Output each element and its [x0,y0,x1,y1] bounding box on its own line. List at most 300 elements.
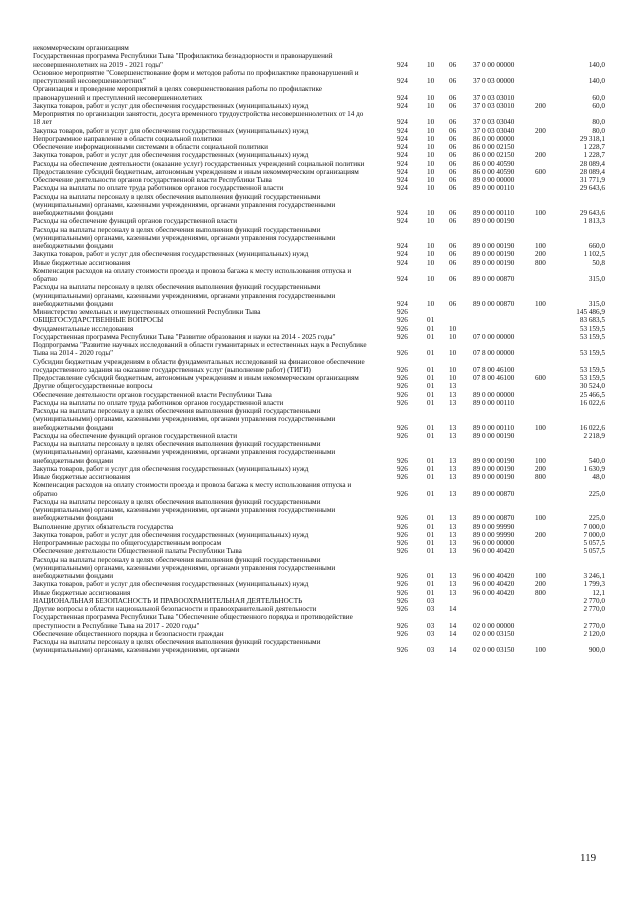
target-article-code: 89 0 00 00870 [473,299,515,308]
row-name: Закупка товаров, работ и услуг для обеспечения государственных (муниципальных) нужд [33,464,309,473]
row-name: Обеспечение деятельности органов государственной власти Республики Тыва [33,390,272,399]
department-code: 926 [397,456,408,465]
amount: 80,0 [592,118,605,127]
subsection-code: 06 [449,258,457,267]
expense-type-code: 100 [535,646,546,655]
table-row [33,52,613,69]
row-name: Государственная программа Республики Тыва "Профилактика безнадзорности и правонарушений несовершеннолетних на 2019 - 2021 годы" [33,52,333,69]
department-code: 926 [397,464,408,473]
section-code: 10 [427,217,435,226]
amount: 80,0 [592,126,605,135]
department-code: 926 [397,572,408,580]
row-name: Другие общегосударственные вопросы [33,382,153,391]
expense-type-code: 800 [535,588,546,597]
section-code: 01 [427,539,435,547]
amount: 145 486,9 [576,308,605,316]
subsection-code: 06 [449,299,457,308]
amount: 31 771,9 [579,176,605,184]
amount: 60,0 [592,93,605,102]
expense-type-code: 200 [535,580,546,589]
subsection-code: 06 [449,93,457,102]
section-code: 10 [427,184,435,193]
amount: 5 057,5 [583,539,605,547]
section-code: 01 [427,316,435,325]
row-name: Иные бюджетные ассигнования [33,258,131,267]
amount: 60,0 [592,101,605,110]
section-code: 10 [427,242,435,250]
amount: 29 643,6 [579,209,605,217]
department-code: 926 [397,431,408,440]
table-row [33,391,613,399]
table-row [33,127,613,135]
section-code: 01 [427,390,435,399]
section-code: 10 [427,126,435,135]
target-article-code: 89 0 00 00110 [473,398,515,407]
department-code: 926 [397,473,408,481]
table-row [33,217,613,225]
department-code: 926 [397,398,408,407]
subsection-code: 06 [449,242,457,250]
table-row [33,358,613,375]
subsection-code: 06 [449,60,457,69]
table-row [33,498,613,523]
amount: 16 022,6 [579,398,605,407]
subsection-code: 13 [449,464,457,473]
section-code: 10 [427,258,435,267]
table-row [33,325,613,333]
subsection-code: 06 [449,159,457,168]
expense-type-code: 200 [535,101,546,110]
table-row [33,473,613,481]
section-code: 10 [427,167,435,176]
amount: 7 000,0 [583,522,605,531]
row-name: Обеспечение информационными системами в области социальной политики [33,143,269,151]
table-row [33,226,613,251]
table-row [33,316,613,324]
amount: 2 770,0 [583,621,605,630]
amount: 48,0 [592,473,605,481]
table-row [33,531,613,539]
table-row [33,407,613,432]
department-code: 924 [397,126,408,135]
department-code: 924 [397,275,408,283]
table-row [33,341,613,358]
row-name: Расходы на выплаты персоналу в целях обеспечения выполнения функций государственными (муниципальными) органами, казенными учреждениями, органами управления государственными внебюджетными фондами [33,283,336,308]
subsection-code: 13 [449,522,457,531]
amount: 53 159,5 [579,324,605,333]
department-code: 926 [397,621,408,630]
amount: 1 228,7 [583,143,605,151]
table-row [33,605,613,613]
section-code: 03 [427,646,435,655]
amount: 1 102,5 [583,250,605,259]
subsection-code: 06 [449,151,457,160]
row-name: Субсидии бюджетным учреждениям в области фундаментальных исследований на финансовое обеспечение государственного задания на оказание государственных услуг (выполнение работ) (ТИГИ) [33,357,365,374]
department-code: 924 [397,167,408,176]
department-code: 924 [397,258,408,267]
subsection-code: 13 [449,423,457,432]
section-code: 01 [427,349,435,358]
subsection-code: 13 [449,572,457,580]
row-name: Расходы на обеспечение деятельности (оказание услуг) государственных учреждений социальной политики [33,159,365,168]
table-row [33,630,613,638]
table-row [33,85,613,102]
page-number: 119 [580,852,597,864]
department-code: 926 [397,423,408,432]
department-code: 924 [397,93,408,102]
subsection-code: 14 [449,621,457,630]
section-code: 01 [427,464,435,473]
target-article-code: 37 0 03 03040 [473,126,515,135]
amount: 315,0 [588,299,605,308]
table-row [33,580,613,588]
row-name: Компенсация расходов на оплату стоимости проезда и провоза багажа к месту использования отпуска и обратно [33,266,352,283]
target-article-code: 96 0 00 40420 [473,580,515,589]
table-row [33,597,613,605]
subsection-code: 06 [449,126,457,135]
target-article-code: 86 0 00 00000 [473,134,515,143]
row-name: Расходы на выплаты по оплате труда работников органов государственной власти [33,398,284,407]
expense-type-code: 800 [535,258,546,267]
expense-type-code: 100 [535,456,546,465]
table-row [33,143,613,151]
section-code: 01 [427,332,435,341]
amount: 900,0 [588,646,605,655]
amount: 12,1 [592,588,605,597]
amount: 25 466,5 [579,390,605,399]
row-name: Расходы на обеспечение функций органов государственной власти [33,431,238,440]
subsection-code: 06 [449,176,457,184]
department-code: 926 [397,365,408,374]
table-row [33,308,613,316]
row-name: Обеспечение деятельности органов государственной власти Республики Тыва [33,176,272,184]
department-code: 926 [397,489,408,498]
department-code: 924 [397,299,408,308]
expense-type-code: 200 [535,464,546,473]
amount: 225,0 [588,514,605,523]
subsection-code: 10 [449,324,457,333]
amount: 2 218,9 [583,431,605,440]
amount: 29 643,6 [579,184,605,193]
target-article-code: 96 0 00 40420 [473,572,515,580]
subsection-code: 06 [449,143,457,151]
amount: 53 159,5 [579,332,605,341]
target-article-code: 37 0 03 03040 [473,118,515,127]
amount: 83 683,5 [579,316,605,325]
subsection-code: 13 [449,398,457,407]
target-article-code: 86 0 00 02150 [473,151,515,160]
subsection-code: 10 [449,332,457,341]
department-code: 926 [397,332,408,341]
table-row [33,539,613,547]
section-code: 10 [427,143,435,151]
amount: 660,0 [588,242,605,250]
row-name: Государственная программа Республики Тыва "Обеспечение общественного порядка и противодействие преступности в Республике Тыва на 2017 - 2020 годы" [33,613,353,630]
table-row [33,399,613,407]
subsection-code: 13 [449,514,457,523]
section-code: 10 [427,118,435,127]
amount: 140,0 [588,60,605,69]
subsection-code: 13 [449,382,457,391]
table-row [33,382,613,390]
table-row [33,110,613,127]
subsection-code: 06 [449,209,457,217]
section-code: 01 [427,423,435,432]
row-name: Закупка товаров, работ и услуг для обеспечения государственных (муниципальных) нужд [33,126,309,135]
table-row [33,440,613,465]
department-code: 924 [397,217,408,226]
department-code: 924 [397,209,408,217]
section-code: 10 [427,299,435,308]
subsection-code: 10 [449,349,457,358]
department-code: 924 [397,118,408,127]
target-article-code: 89 0 00 00190 [473,464,515,473]
subsection-code: 14 [449,646,457,655]
table-row [33,547,613,555]
table-row [33,176,613,184]
subsection-code: 06 [449,101,457,110]
section-code: 01 [427,580,435,589]
department-code: 926 [397,596,408,605]
amount: 1 630,9 [583,464,605,473]
section-code: 03 [427,596,435,605]
row-name: Государственная программа Республики Тыва "Развитие образования и науки на 2014 - 2025 годы" [33,332,336,341]
target-article-code: 96 0 00 40420 [473,547,515,556]
target-article-code: 86 0 00 40590 [473,159,515,168]
section-code: 10 [427,159,435,168]
row-name: Закупка товаров, работ и услуг для обеспечения государственных (муниципальных) нужд [33,580,309,589]
department-code: 926 [397,514,408,523]
department-code: 926 [397,308,408,316]
subsection-code: 10 [449,374,457,382]
amount: 315,0 [588,275,605,283]
amount: 28 089,4 [579,159,605,168]
section-code: 10 [427,209,435,217]
target-article-code: 07 8 00 46100 [473,374,515,382]
table-row [33,135,613,143]
target-article-code: 89 0 00 00870 [473,275,515,283]
department-code: 924 [397,250,408,259]
subsection-code: 13 [449,539,457,547]
target-article-code: 37 0 03 03010 [473,93,515,102]
amount: 1 813,3 [583,217,605,226]
row-name: Расходы на выплаты персоналу в целях обеспечения выполнения функций государственными (муниципальными) органами, казенными учреждениями, органами [33,638,321,655]
row-name: Подпрограмма "Развитие научных исследований в области гуманитарных и естественных наук в Республике Тыва на 2014 - 2020 годы" [33,341,367,358]
expense-type-code: 600 [535,374,546,382]
amount: 1 799,3 [583,580,605,589]
row-name: Расходы на выплаты персоналу в целях обеспечения выполнения функций государственными (муниципальными) органами, казенными учреждениями, органами управления государственными внебюджетными фондами [33,225,336,250]
expense-type-code: 100 [535,572,546,580]
table-row [33,556,613,581]
amount: 50,8 [592,258,605,267]
department-code: 926 [397,324,408,333]
amount: 29 318,1 [579,134,605,143]
target-article-code: 89 0 00 00870 [473,514,515,523]
section-code: 03 [427,621,435,630]
expense-type-code: 600 [535,167,546,176]
row-name: Компенсация расходов на оплату стоимости проезда и провоза багажа к месту использования отпуска и обратно [33,481,352,498]
section-code: 01 [427,547,435,556]
subsection-code: 06 [449,184,457,193]
department-code: 926 [397,374,408,382]
section-code: 01 [427,514,435,523]
subsection-code: 06 [449,250,457,259]
table-row [33,638,613,655]
subsection-code: 13 [449,530,457,539]
row-name: Расходы на обеспечение функций органов государственной власти [33,217,238,226]
expense-type-code: 100 [535,423,546,432]
target-article-code: 89 0 00 00190 [473,258,515,267]
amount: 5 057,5 [583,547,605,556]
row-name: Расходы на выплаты персоналу в целях обеспечения выполнения функций государственными (муниципальными) органами, казенными учреждениями, органами управления государственными внебюджетными фондами [33,192,336,217]
amount: 2 120,0 [583,629,605,638]
target-article-code: 89 0 00 00000 [473,176,515,184]
amount: 53 159,5 [579,349,605,358]
department-code: 924 [397,159,408,168]
row-name: Другие вопросы в области национальной безопасности и правоохранительной деятельности [33,605,317,613]
table-row [33,613,613,630]
target-article-code: 89 0 00 99990 [473,530,515,539]
row-name: Расходы на выплаты персоналу в целях обеспечения выполнения функций государственными (муниципальными) органами, казенными учреждениями, органами управления государственными внебюджетными фондами [33,555,336,580]
section-code: 03 [427,605,435,613]
amount: 140,0 [588,77,605,85]
amount: 3 246,1 [583,572,605,580]
section-code: 01 [427,365,435,374]
expense-type-code: 200 [535,151,546,160]
row-name: Расходы на выплаты персоналу в целях обеспечения выполнения функций государственными (муниципальными) органами, казенными учреждениями, органами управления государственными внебюджетными фондами [33,407,336,432]
subsection-code: 10 [449,365,457,374]
row-name: Основное мероприятие "Совершенствование форм и методов работы по профилактике правонарушений и преступлений несовершеннолетних" [33,68,359,85]
target-article-code: 89 0 00 00190 [473,456,515,465]
section-code: 01 [427,473,435,481]
table-row [33,259,613,267]
row-name: Закупка товаров, работ и услуг для обеспечения государственных (муниципальных) нужд [33,250,309,259]
amount: 53 159,5 [579,374,605,382]
department-code: 924 [397,134,408,143]
row-name: Расходы на выплаты по оплате труда работников органов государственной власти [33,184,284,193]
department-code: 924 [397,60,408,69]
table-row [33,589,613,597]
department-code: 926 [397,605,408,613]
target-article-code: 89 0 00 00190 [473,242,515,250]
amount: 28 089,4 [579,167,605,176]
row-name: Иные бюджетные ассигнования [33,588,131,597]
table-row [33,168,613,176]
table-row [33,160,613,168]
table-row [33,481,613,498]
amount: 225,0 [588,489,605,498]
table-row [33,250,613,258]
table-row [33,333,613,341]
target-article-code: 02 0 00 00000 [473,621,515,630]
amount: 7 000,0 [583,530,605,539]
target-article-code: 89 0 00 00190 [473,217,515,226]
table-row [33,44,613,52]
target-article-code: 37 0 00 00000 [473,60,515,69]
section-code: 10 [427,77,435,85]
target-article-code: 89 0 00 99990 [473,522,515,531]
section-code: 01 [427,530,435,539]
amount: 2 770,0 [583,596,605,605]
department-code: 924 [397,176,408,184]
subsection-code: 06 [449,77,457,85]
section-code: 10 [427,275,435,283]
target-article-code: 37 0 03 03010 [473,101,515,110]
target-article-code: 86 0 00 40590 [473,167,515,176]
target-article-code: 02 0 00 03150 [473,629,515,638]
subsection-code: 13 [449,489,457,498]
department-code: 926 [397,539,408,547]
target-article-code: 37 0 03 00000 [473,77,515,85]
target-article-code: 89 0 00 00870 [473,489,515,498]
target-article-code: 89 0 00 00110 [473,209,515,217]
table-row [33,184,613,192]
row-name: Министерство земельных и имущественных отношений Республики Тыва [33,308,261,316]
department-code: 924 [397,101,408,110]
section-code: 01 [427,398,435,407]
table-row [33,151,613,159]
amount: 30 524,0 [579,382,605,391]
table-row [33,523,613,531]
section-code: 01 [427,588,435,597]
section-code: 01 [427,489,435,498]
target-article-code: 89 0 00 00110 [473,184,515,193]
row-name: Организация и проведение мероприятий в целях совершенствования работы по профилактике правонарушений и преступлений несовершеннолетних [33,85,322,102]
expense-type-code: 100 [535,209,546,217]
section-code: 01 [427,382,435,391]
amount: 53 159,5 [579,365,605,374]
section-code: 01 [427,572,435,580]
subsection-code: 06 [449,167,457,176]
target-article-code: 02 0 00 03150 [473,646,515,655]
expense-type-code: 200 [535,530,546,539]
section-code: 01 [427,324,435,333]
section-code: 10 [427,134,435,143]
target-article-code: 07 8 00 00000 [473,349,515,358]
department-code: 924 [397,143,408,151]
amount: 540,0 [588,456,605,465]
subsection-code: 06 [449,217,457,226]
section-code: 03 [427,629,435,638]
table-row [33,267,613,284]
subsection-code: 13 [449,390,457,399]
section-code: 10 [427,250,435,259]
section-code: 10 [427,60,435,69]
row-name: Непрограммное направление в области социальной политики [33,134,222,143]
section-code: 01 [427,522,435,531]
subsection-code: 13 [449,456,457,465]
row-name: Закупка товаров, работ и услуг для обеспечения государственных (муниципальных) нужд [33,101,309,110]
expense-type-code: 100 [535,514,546,523]
target-article-code: 96 0 00 40420 [473,588,515,597]
expense-type-code: 100 [535,242,546,250]
row-name: Обеспечение общественного порядка и безопасности граждан [33,629,224,638]
subsection-code: 14 [449,605,457,613]
department-code: 926 [397,382,408,391]
table-row [33,193,613,218]
row-name: Предоставление субсидий бюджетным, автономным учреждениям и иным некоммерческим организациям [33,167,359,176]
department-code: 926 [397,390,408,399]
subsection-code: 06 [449,118,457,127]
section-code: 01 [427,374,435,382]
department-code: 926 [397,530,408,539]
subsection-code: 13 [449,473,457,481]
department-code: 924 [397,242,408,250]
section-code: 01 [427,456,435,465]
expense-type-code: 200 [535,126,546,135]
table-row [33,432,613,440]
department-code: 926 [397,646,408,655]
